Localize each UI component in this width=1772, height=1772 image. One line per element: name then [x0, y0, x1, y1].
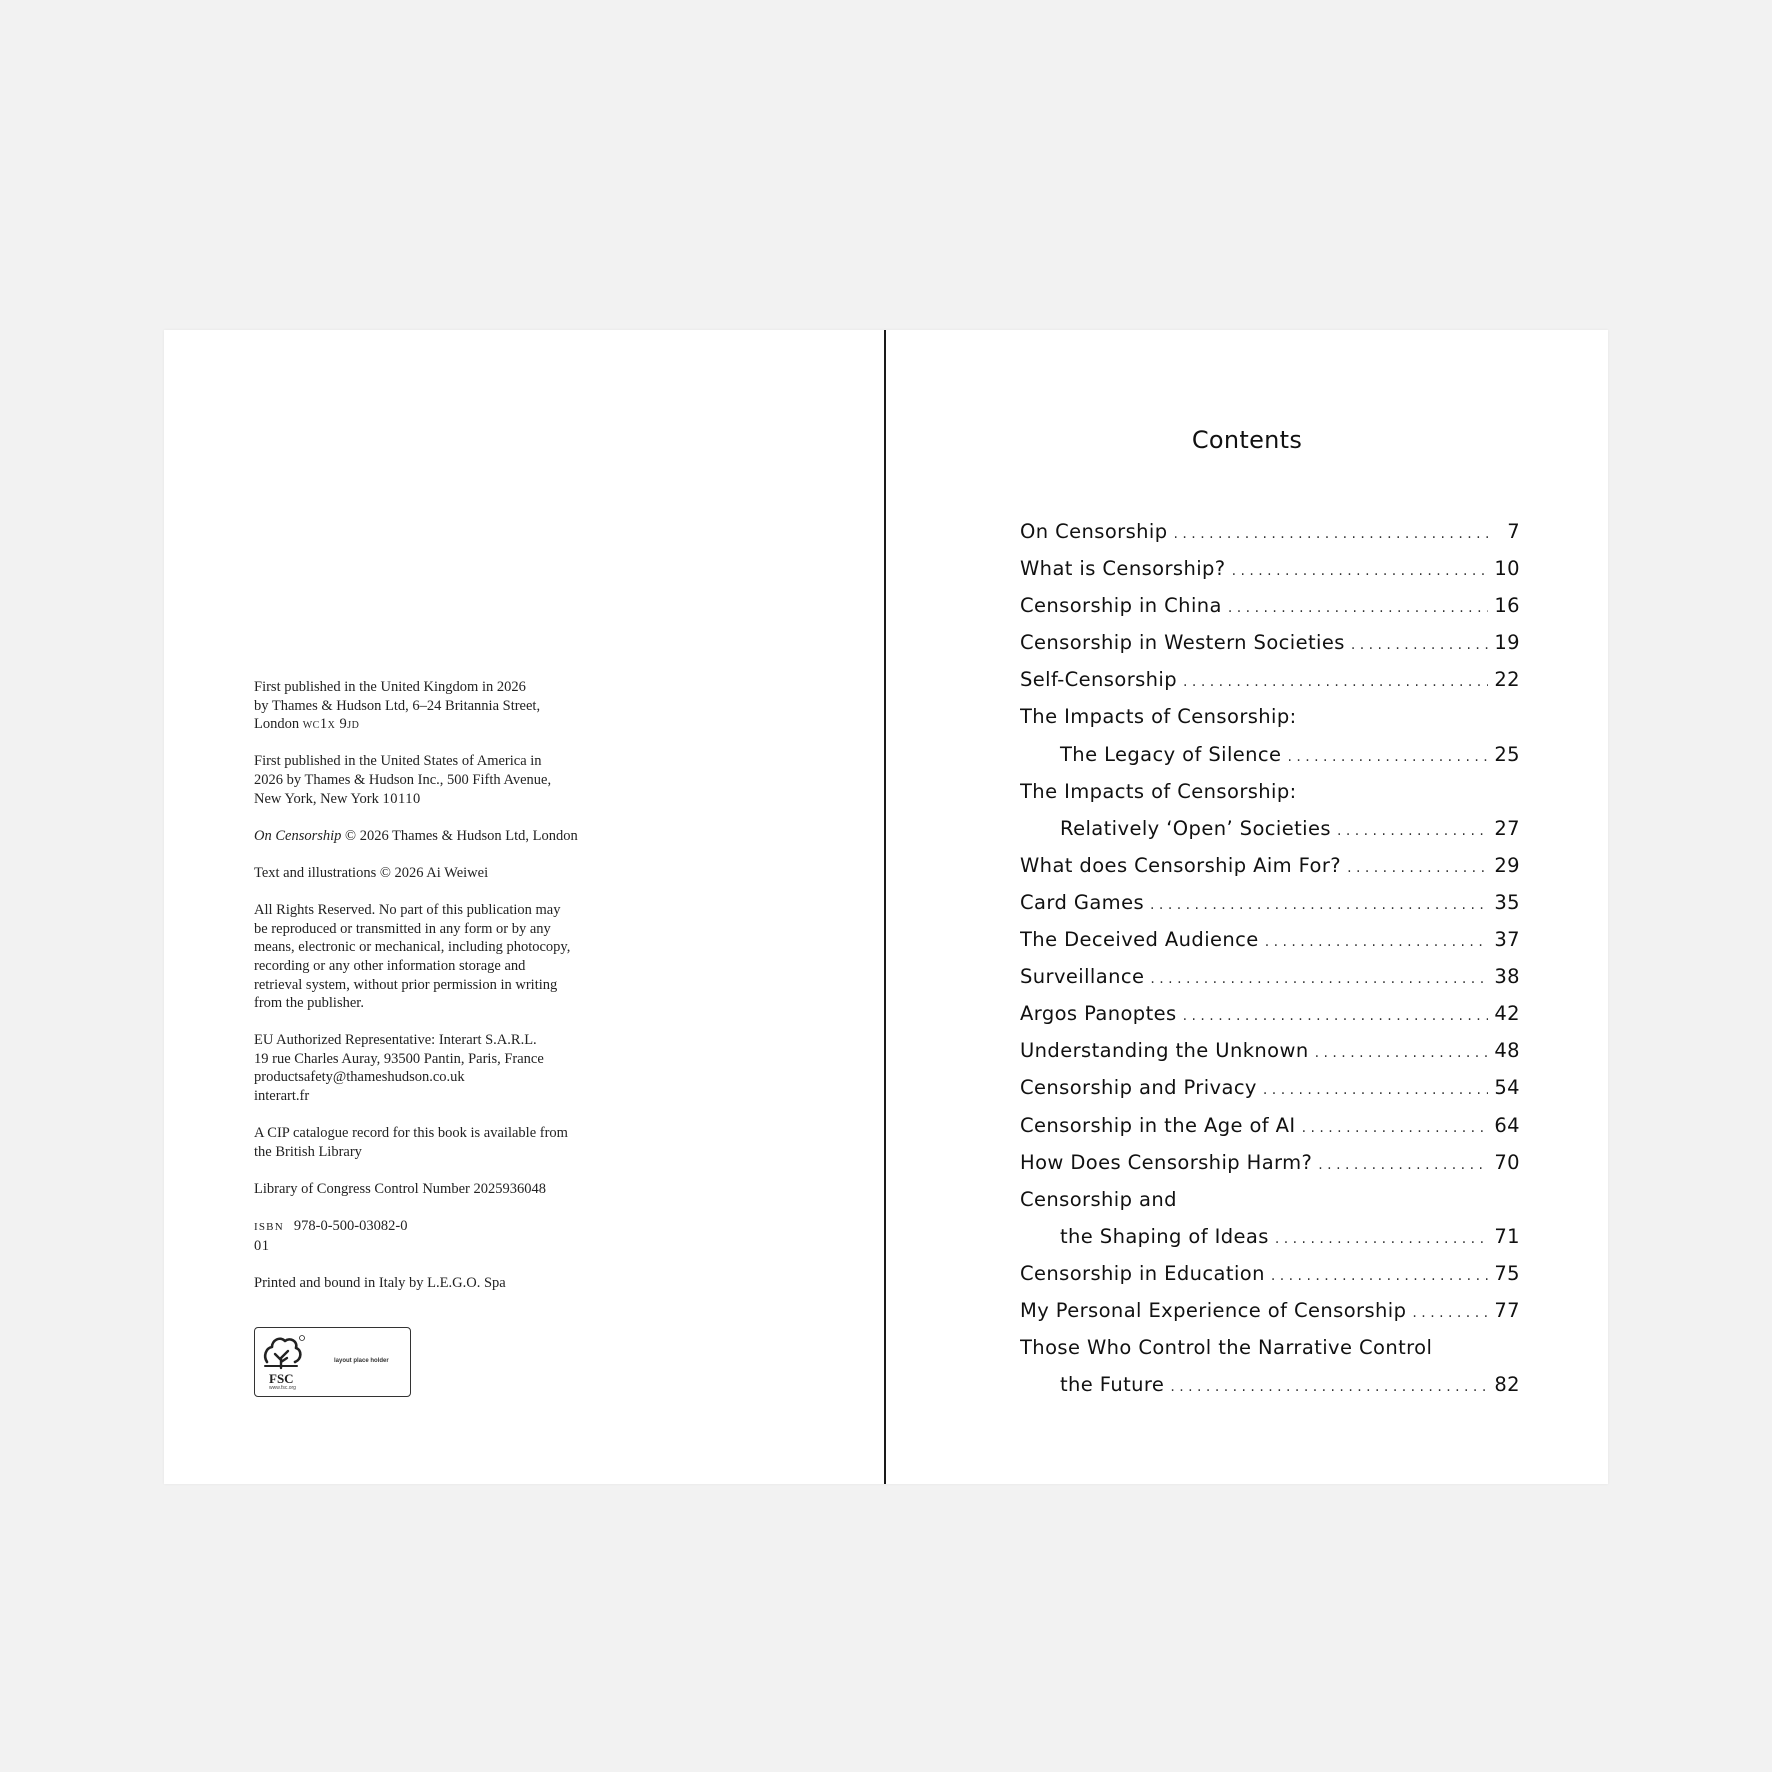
- toc-entry[interactable]: [1020, 1002, 1520, 1039]
- toc-dot-leader: [1337, 823, 1488, 839]
- isbn-suffix: 01: [254, 1237, 270, 1254]
- toc-entry-title: The Legacy of Silence: [1060, 742, 1282, 766]
- toc-entry[interactable]: [1020, 594, 1520, 631]
- toc-entry-page-number: 10: [1494, 557, 1520, 581]
- toc-entry[interactable]: [1020, 817, 1520, 854]
- toc-entry[interactable]: [1020, 705, 1520, 742]
- toc-entry-title: Censorship in China: [1020, 594, 1222, 618]
- uk-postcode: wc1x 9jd: [302, 716, 360, 733]
- toc-entry[interactable]: [1020, 668, 1520, 705]
- book-copyright-text: © 2026 Thames & Hudson Ltd, London: [341, 827, 578, 844]
- toc-dot-leader: [1351, 637, 1488, 653]
- toc-entry-title: Those Who Control the Narrative Control: [1020, 1336, 1433, 1360]
- toc-entry-page-number: 38: [1494, 965, 1520, 989]
- toc-entry[interactable]: [1020, 1225, 1520, 1262]
- us-zip: 10110: [382, 790, 421, 807]
- toc-entry-title: the Shaping of Ideas: [1060, 1224, 1269, 1248]
- book-spread: [164, 330, 1608, 1484]
- toc-entry-title: the Future: [1060, 1373, 1165, 1397]
- isbn-paragraph: [254, 1217, 654, 1255]
- toc-entry-title: The Deceived Audience: [1020, 928, 1259, 952]
- toc-dot-leader: [1412, 1305, 1488, 1321]
- toc-dot-leader: [1183, 674, 1488, 690]
- toc-entry-title: The Impacts of Censorship:: [1020, 705, 1297, 729]
- toc-dot-leader: [1150, 897, 1488, 913]
- us-edition-paragraph: [254, 752, 654, 808]
- toc-entry-title: Censorship in Education: [1020, 1261, 1265, 1285]
- toc-entry[interactable]: [1020, 965, 1520, 1002]
- toc-entry-page-number: 25: [1494, 742, 1520, 766]
- toc-entry[interactable]: [1020, 928, 1520, 965]
- toc-entry-page-number: 82: [1494, 1373, 1520, 1397]
- toc-entry[interactable]: [1020, 1299, 1520, 1336]
- toc-dot-leader: [1170, 1379, 1488, 1395]
- fsc-placeholder-box: [254, 1327, 411, 1397]
- uk-edition-text: First published in the United Kingdom in 2026 by Thames & Hudson Ltd, 6–24 Britannia Street, London: [254, 679, 541, 733]
- toc-entry-title: What does Censorship Aim For?: [1020, 853, 1342, 877]
- toc-entry[interactable]: [1020, 1373, 1520, 1410]
- isbn-value: 978-0-500-03082-0: [293, 1218, 408, 1235]
- toc-entry-title: My Personal Experience of Censorship: [1020, 1298, 1407, 1322]
- toc-entry[interactable]: [1020, 557, 1520, 594]
- toc-entry-page-number: 75: [1494, 1261, 1520, 1285]
- cip-paragraph: A CIP catalogue record for this book is available from the British Library: [254, 1125, 568, 1160]
- left-page: [164, 330, 885, 1484]
- toc-entry-title: Card Games: [1020, 890, 1145, 914]
- toc-dot-leader: [1183, 1008, 1488, 1024]
- toc-dot-leader: [1150, 971, 1488, 987]
- toc-entry[interactable]: [1020, 1039, 1520, 1076]
- toc-entry-title: On Censorship: [1020, 520, 1168, 543]
- fsc-tree-icon: [261, 1332, 309, 1374]
- toc-entry-title: What is Censorship?: [1020, 557, 1226, 581]
- toc-dot-leader: [1315, 1045, 1488, 1061]
- eu-representative-paragraph: EU Authorized Representative: Interart S.A.R.L. 19 rue Charles Auray, 93500 Pantin, Paris, France productsafety@thameshudson.co.uk interart.fr: [254, 1032, 544, 1105]
- toc-entry-page-number: 64: [1494, 1113, 1520, 1137]
- toc-entry[interactable]: [1020, 891, 1520, 928]
- table-of-contents: [1020, 520, 1520, 1410]
- toc-entry[interactable]: [1020, 743, 1520, 780]
- toc-entry[interactable]: [1020, 1151, 1520, 1188]
- toc-entry-title: Surveillance: [1020, 965, 1145, 989]
- toc-entry-page-number: 19: [1494, 631, 1520, 655]
- toc-dot-leader: [1174, 526, 1489, 542]
- toc-dot-leader: [1318, 1157, 1488, 1173]
- toc-entry[interactable]: [1020, 854, 1520, 891]
- toc-entry-page-number: 42: [1494, 1002, 1520, 1026]
- fsc-url: www.fsc.org: [269, 1385, 296, 1391]
- toc-dot-leader: [1271, 1268, 1488, 1284]
- rights-paragraph: All Rights Reserved. No part of this publication may be reproduced or transmitted in any form or by any means, electronic or mechanical, including photocopy, recording or any other information storage and retrieval system, without prior permission in writing from the publisher.: [254, 902, 571, 1012]
- toc-dot-leader: [1263, 1082, 1488, 1098]
- toc-entry-page-number: 35: [1494, 890, 1520, 914]
- toc-entry[interactable]: [1020, 520, 1520, 557]
- toc-dot-leader: [1287, 749, 1488, 765]
- toc-entry-page-number: 48: [1494, 1039, 1520, 1063]
- toc-entry-title: Censorship and Privacy: [1020, 1076, 1257, 1100]
- loc-control-number: Library of Congress Control Number 2025936048: [254, 1181, 546, 1198]
- toc-entry-title: Argos Panoptes: [1020, 1002, 1177, 1026]
- toc-entry[interactable]: [1020, 1076, 1520, 1113]
- toc-entry-page-number: 7: [1507, 520, 1520, 543]
- toc-entry-page-number: 77: [1494, 1298, 1520, 1322]
- toc-entry-page-number: 71: [1494, 1224, 1520, 1248]
- toc-entry-title: Censorship in Western Societies: [1020, 631, 1345, 655]
- toc-entry[interactable]: [1020, 1336, 1520, 1373]
- toc-entry-page-number: 29: [1494, 853, 1520, 877]
- toc-entry[interactable]: [1020, 1188, 1520, 1225]
- us-edition-text: First published in the United States of America in 2026 by Thames & Hudson Inc., 500 Fifth Avenue, New York, New York: [254, 753, 552, 807]
- book-copyright-line: [254, 827, 654, 846]
- text-copyright-line: Text and illustrations © 2026 Ai Weiwei: [254, 864, 489, 881]
- toc-entry[interactable]: [1020, 780, 1520, 817]
- toc-entry-title: How Does Censorship Harm?: [1020, 1150, 1313, 1174]
- toc-dot-leader: [1265, 934, 1488, 950]
- toc-entry[interactable]: [1020, 631, 1520, 668]
- fsc-placeholder-text: layout place holder: [334, 1358, 389, 1364]
- book-title-italic: On Censorship: [254, 827, 342, 844]
- toc-entry-title: The Impacts of Censorship:: [1020, 779, 1297, 803]
- toc-entry-page-number: 16: [1494, 594, 1520, 618]
- toc-entry-page-number: 27: [1494, 816, 1520, 840]
- toc-entry-title: Censorship in the Age of AI: [1020, 1113, 1296, 1137]
- toc-dot-leader: [1302, 1120, 1488, 1136]
- toc-entry-title: Censorship and: [1020, 1187, 1177, 1211]
- toc-dot-leader: [1275, 1231, 1488, 1247]
- isbn-label: ISBN: [254, 1221, 284, 1234]
- toc-entry[interactable]: [1020, 1262, 1520, 1299]
- fsc-code: FSC: [269, 1371, 294, 1386]
- toc-entry-title: Understanding the Unknown: [1020, 1039, 1309, 1063]
- imprint-block: [254, 678, 654, 1311]
- uk-edition-paragraph: [254, 678, 654, 734]
- toc-dot-leader: [1228, 600, 1488, 616]
- toc-entry-page-number: 22: [1494, 668, 1520, 692]
- toc-dot-leader: [1232, 563, 1488, 579]
- contents-title: Contents: [1191, 426, 1303, 454]
- right-page: [886, 330, 1608, 1484]
- toc-entry[interactable]: [1020, 1114, 1520, 1151]
- toc-entry-page-number: 70: [1494, 1150, 1520, 1174]
- printed-paragraph: Printed and bound in Italy by L.E.G.O. Spa: [254, 1275, 506, 1291]
- toc-entry-page-number: 54: [1494, 1076, 1520, 1100]
- toc-dot-leader: [1347, 860, 1488, 876]
- toc-entry-title: Relatively ‘Open’ Societies: [1060, 816, 1331, 840]
- toc-entry-page-number: 37: [1494, 928, 1520, 952]
- toc-entry-title: Self-Censorship: [1020, 668, 1178, 692]
